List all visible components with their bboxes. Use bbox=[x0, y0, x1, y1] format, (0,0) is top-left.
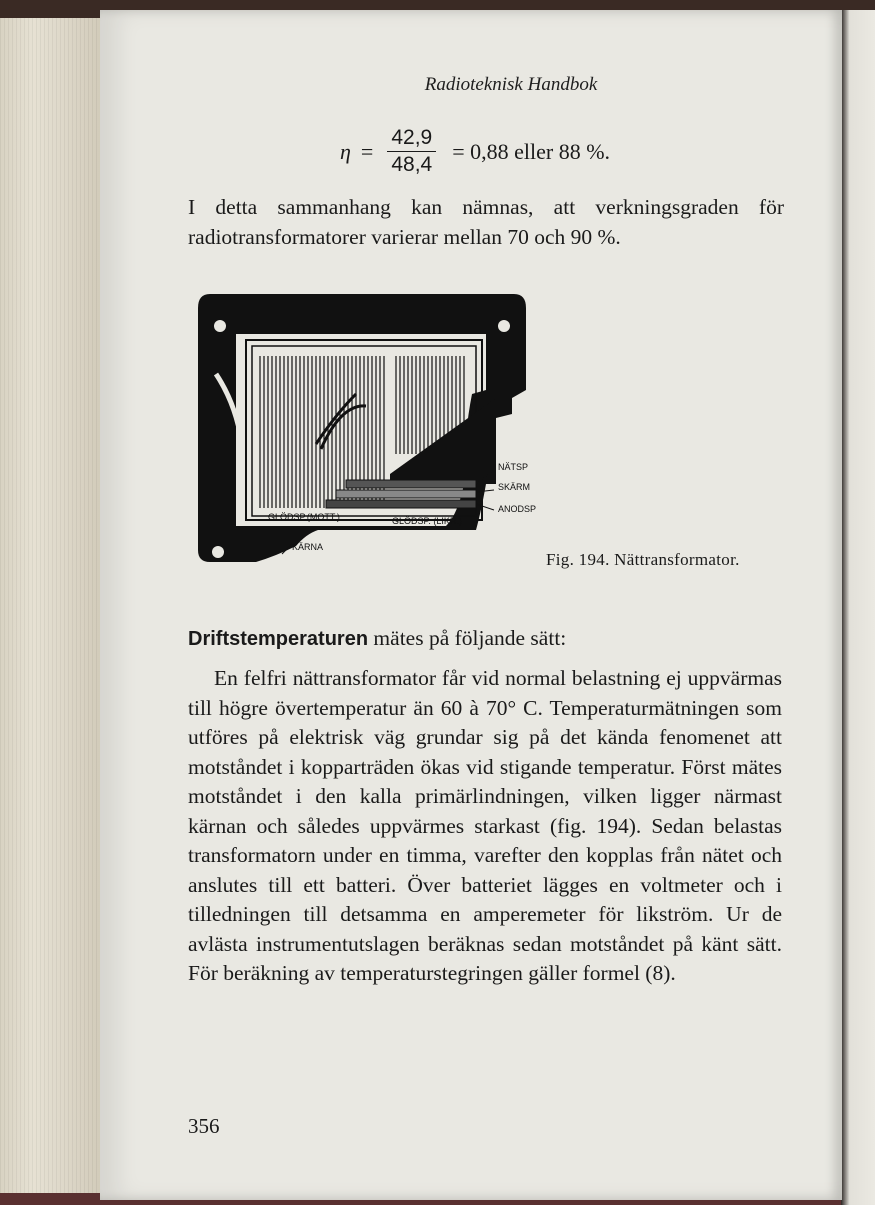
formula-numerator: 42,9 bbox=[387, 126, 436, 152]
formula-denominator: 48,4 bbox=[391, 153, 433, 176]
label-glodsp-mott: GLÖDSP.(MOTT.) bbox=[268, 512, 340, 522]
formula-fraction bbox=[387, 126, 436, 177]
label-skarm: SKÄRM bbox=[498, 482, 531, 492]
paragraph-temperature: En felfri nättransformator får vid normal belastning ej uppvärmas till högre övertemperatur än 60 à 70° C. Temperaturmätningen som utföres på elektrisk väg grundar sig på det kända fenomenet att motståndet i kopparträden ökas vid stigande temperatur. Först mätes motståndet i den kalla primärlindningen, vilken ligger närmast kärnan och således uppvärmes starkast (fig. 194). Sedan belastas transformatorn under en timma, varefter den kopplas från nätet och anslutes till ett batteri. Över batteriet lägges en voltmeter och i tilledningen till detsamma en amperemeter för likström. Ur de avlästa instrumentutslagen beräknas sedan motståndet på känt sätt. För beräkning av temperaturstegringen gäller formel (8). bbox=[188, 666, 782, 985]
book-page-edges bbox=[0, 18, 110, 1198]
paragraph-efficiency: I detta sammanhang kan nämnas, att verkningsgraden för radiotransformatorer varierar mellan 70 och 90 %. bbox=[188, 195, 784, 249]
label-glodsp-likr: GLÖDSP. (LIKR.) bbox=[392, 516, 462, 526]
running-title: Radioteknisk Handbok bbox=[424, 74, 598, 95]
section-heading-rest: mätes på följande sätt: bbox=[368, 626, 567, 650]
label-karna: KÄRNA bbox=[292, 542, 324, 552]
mount-hole-icon bbox=[498, 320, 510, 332]
formula-result: = 0,88 eller 88 %. bbox=[452, 138, 611, 164]
efficiency-formula bbox=[340, 126, 610, 177]
label-natsp: NÄTSP bbox=[498, 462, 529, 472]
mount-hole-icon bbox=[212, 546, 224, 558]
section-heading: Driftstemperaturen bbox=[188, 628, 369, 650]
section-heading-line bbox=[188, 624, 784, 655]
mount-hole-icon bbox=[214, 320, 226, 332]
formula-eta: η bbox=[340, 138, 351, 164]
label-anodsp: ANODSP bbox=[498, 504, 537, 514]
facing-page-edge bbox=[841, 10, 875, 1205]
transformer-illustration bbox=[196, 294, 532, 570]
page-number: 356 bbox=[188, 1114, 220, 1138]
transformer-figure bbox=[196, 294, 537, 570]
book-page bbox=[100, 10, 842, 1200]
figure-caption: Fig. 194. Nättransformator. bbox=[546, 550, 740, 569]
formula-equals: = bbox=[360, 138, 374, 164]
